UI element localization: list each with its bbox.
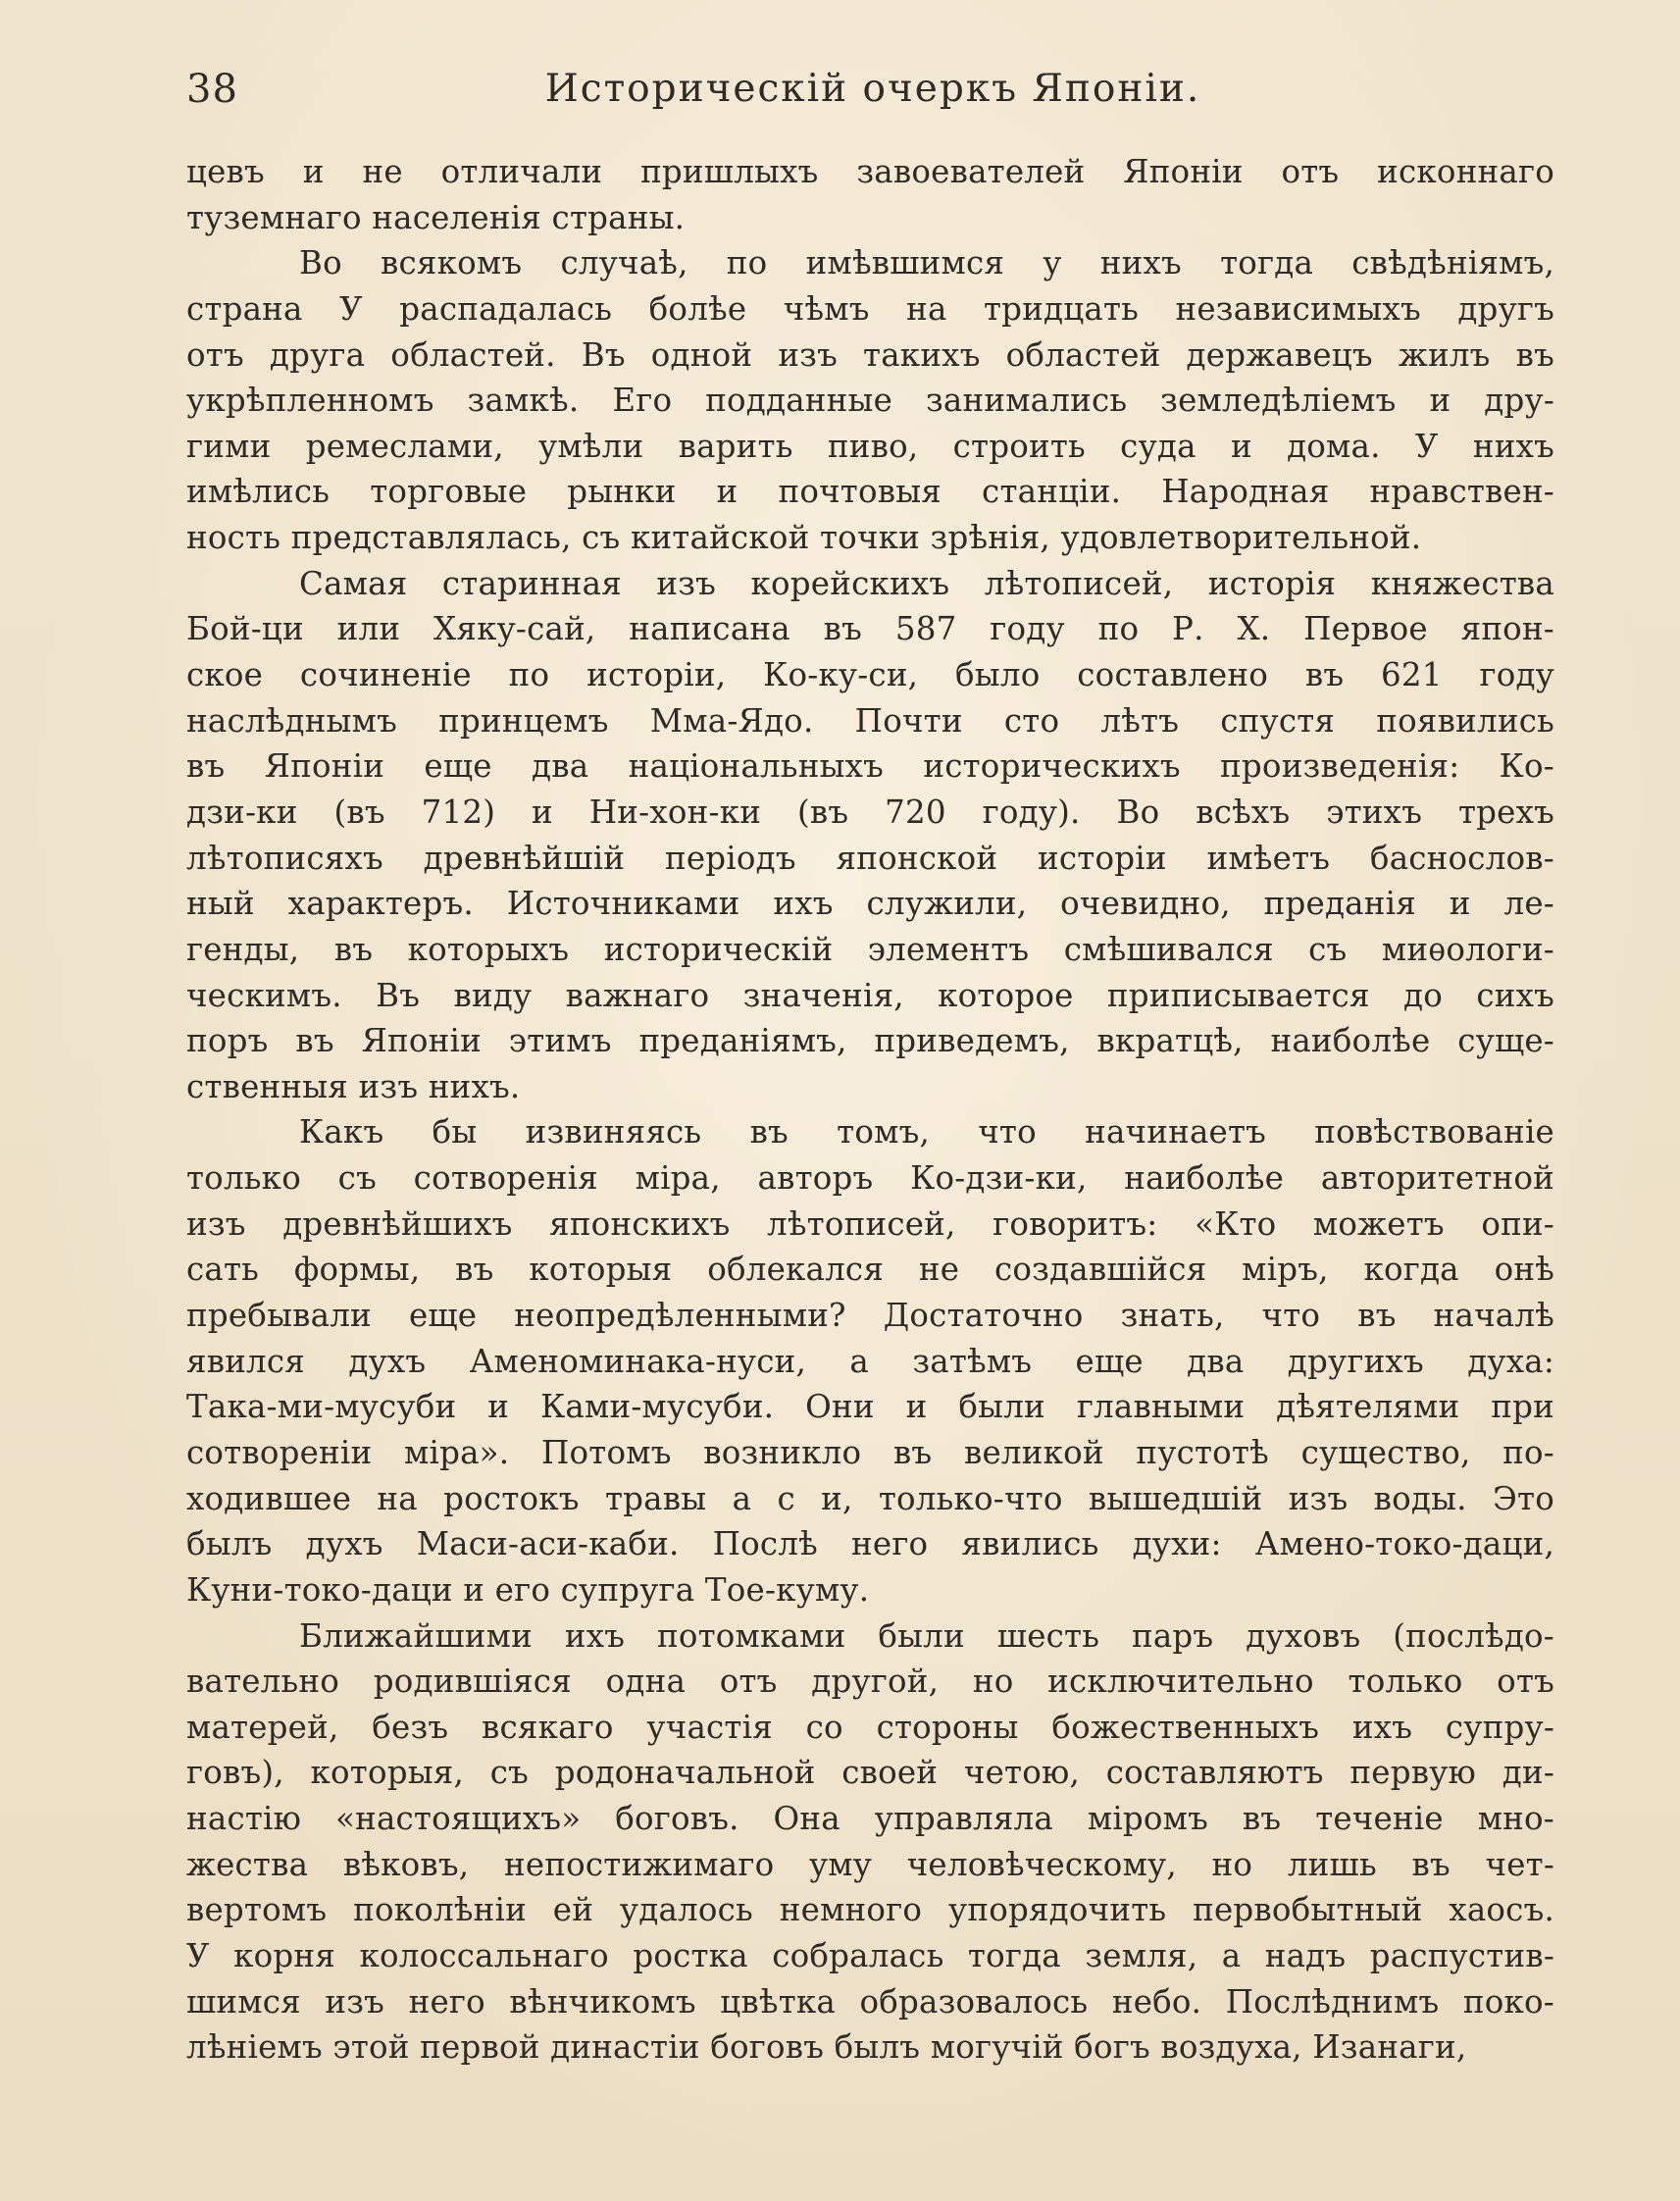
text-line bbox=[186, 286, 1554, 333]
text-line-content: явился духъ Аменоминака-нуси, а затѣмъ еще два другихъ духа: bbox=[186, 1342, 1554, 1380]
text-line-content: Бой-ци или Хяку-сай, написана въ 587 году по Р. Х. Первое япон- bbox=[186, 610, 1554, 648]
text-line-content: имѣлись торговые рынки и почтовыя станціи. Народная нравствен- bbox=[186, 473, 1554, 511]
text-line bbox=[186, 515, 1554, 561]
text-line-content: матерей, безъ всякаго участія со стороны божественныхъ ихъ супру- bbox=[186, 1708, 1554, 1746]
text-line bbox=[186, 1567, 1554, 1613]
paragraph bbox=[186, 1613, 1554, 2071]
paragraph bbox=[186, 561, 1554, 1110]
text-line bbox=[186, 1659, 1554, 1705]
text-line-content: вательно родившіяся одна отъ другой, но исключительно только отъ bbox=[186, 1663, 1554, 1701]
text-line bbox=[186, 1064, 1554, 1110]
page-number: 38 bbox=[186, 67, 238, 112]
text-line-content: только съ сотворенія міра, авторъ Ко-дзи-ки, наиболѣе авторитетной bbox=[186, 1159, 1554, 1198]
text-line-content: лѣтописяхъ древнѣйшій періодъ японской исторіи имѣетъ баснослов- bbox=[186, 839, 1554, 877]
text-line-content: Во всякомъ случаѣ, по имѣвшимся у нихъ тогда свѣдѣніямъ, bbox=[299, 244, 1554, 282]
text-line-content: У корня колоссальнаго ростка собралась тогда земля, а надъ распустив- bbox=[186, 1936, 1554, 1974]
text-line-content: туземнаго населенія страны. bbox=[186, 198, 686, 236]
text-line bbox=[186, 1247, 1554, 1293]
running-title: Историческій очеркъ Японіи. bbox=[544, 67, 1201, 111]
text-line bbox=[186, 743, 1554, 790]
text-line-content: изъ древнѣйшихъ японскихъ лѣтописей, говоритъ: «Кто можетъ опи- bbox=[186, 1204, 1554, 1243]
text-line bbox=[186, 1293, 1554, 1339]
text-line bbox=[186, 1018, 1554, 1064]
text-line bbox=[186, 1705, 1554, 1751]
text-line-content: гими ремеслами, умѣли варить пиво, строить суда и дома. У нихъ bbox=[186, 427, 1554, 465]
text-line-content: укрѣпленномъ замкѣ. Его подданные занимались земледѣліемъ и дру- bbox=[186, 382, 1554, 420]
text-line bbox=[186, 1796, 1554, 1842]
text-line-content: Какъ бы извиняясь въ томъ, что начинаетъ повѣствованіе bbox=[299, 1113, 1554, 1152]
text-line bbox=[186, 1476, 1554, 1522]
text-line bbox=[186, 1750, 1554, 1796]
text-line-content: отъ друга областей. Въ одной изъ такихъ областей державецъ жилъ въ bbox=[186, 335, 1554, 374]
text-line bbox=[186, 1430, 1554, 1476]
text-line bbox=[186, 606, 1554, 652]
text-line-content: сотвореніи міра». Потомъ возникло въ великой пустотѣ существо, по- bbox=[186, 1433, 1554, 1471]
text-line-content: наслѣднымъ принцемъ Мма-Ядо. Почти сто лѣтъ спустя появились bbox=[186, 701, 1554, 740]
text-line-content: Самая старинная изъ корейскихъ лѣтописей, исторія княжества bbox=[299, 564, 1554, 602]
text-line-content: жества вѣковъ, непостижимаго уму человѣческому, но лишь въ чет- bbox=[186, 1845, 1554, 1883]
text-line bbox=[186, 1109, 1554, 1155]
text-line-content: настію «настоящихъ» боговъ. Она управляла міромъ въ теченіе мно- bbox=[186, 1800, 1554, 1838]
text-line bbox=[186, 2024, 1554, 2071]
text-line bbox=[186, 1613, 1554, 1660]
text-line bbox=[186, 561, 1554, 607]
text-line-content: цевъ и не отличали пришлыхъ завоевателей Японіи отъ исконнаго bbox=[186, 153, 1554, 190]
text-line bbox=[186, 881, 1554, 927]
text-line bbox=[186, 1521, 1554, 1567]
text-line-content: Ближайшими ихъ потомками были шесть паръ духовъ (послѣдо- bbox=[299, 1616, 1554, 1655]
running-head bbox=[186, 67, 1559, 126]
text-line bbox=[186, 836, 1554, 882]
text-line bbox=[186, 424, 1554, 470]
text-line-content: лѣніемъ этой первой династіи боговъ былъ могучій богъ воздуха, Изанаги, bbox=[186, 2028, 1467, 2067]
text-line bbox=[186, 927, 1554, 973]
text-line-content: вертомъ поколѣніи ей удалось немного упорядочить первобытный хаосъ. bbox=[186, 1891, 1554, 1929]
text-line-content: говъ), которыя, съ родоначальной своей четою, составляютъ первую ди- bbox=[186, 1754, 1554, 1792]
text-line bbox=[186, 1339, 1554, 1385]
text-line-content: въ Японіи еще два національныхъ историческихъ произведенія: Ко- bbox=[186, 747, 1554, 786]
text-line bbox=[186, 240, 1554, 286]
text-line bbox=[186, 149, 1554, 195]
text-line-content: дзи-ки (въ 712) и Ни-хон-ки (въ 720 году). Во всѣхъ этихъ трехъ bbox=[186, 793, 1554, 831]
text-line bbox=[186, 1202, 1554, 1248]
text-line-content: генды, въ которыхъ историческій элементъ смѣшивался съ миѳологи- bbox=[186, 930, 1554, 968]
text-line bbox=[186, 652, 1554, 698]
text-line bbox=[186, 1887, 1554, 1933]
text-line bbox=[186, 973, 1554, 1019]
text-line bbox=[186, 698, 1554, 744]
text-line-content: Куни-токо-даци и его супруга Тое-куму. bbox=[186, 1570, 870, 1609]
body-text bbox=[186, 149, 1554, 2071]
text-line bbox=[186, 1842, 1554, 1888]
text-line-content: пребывали еще неопредѣленными? Достаточно знать, что въ началѣ bbox=[186, 1297, 1554, 1335]
text-line bbox=[186, 195, 1554, 241]
text-line-content: сать формы, въ которыя облекался не создавшійся міръ, когда онѣ bbox=[186, 1251, 1554, 1289]
text-line bbox=[186, 378, 1554, 424]
paragraph bbox=[186, 1109, 1554, 1612]
paragraph bbox=[186, 240, 1554, 560]
paragraph bbox=[186, 149, 1554, 240]
text-line-content: поръ въ Японіи этимъ преданіямъ, приведемъ, вкратцѣ, наиболѣе суще- bbox=[186, 1022, 1554, 1060]
text-line bbox=[186, 1384, 1554, 1430]
text-line-content: ственныя изъ нихъ. bbox=[186, 1067, 521, 1105]
text-line bbox=[186, 469, 1554, 515]
text-line-content: ходившее на ростокъ травы а с и, только-что вышедшій изъ воды. Это bbox=[186, 1479, 1554, 1517]
text-line bbox=[186, 790, 1554, 836]
text-line-content: ское сочиненіе по исторіи, Ко-ку-си, было составлено въ 621 году bbox=[186, 656, 1554, 694]
text-line-content: ность представлялась, съ китайской точки зрѣнія, удовлетворительной. bbox=[186, 519, 1422, 557]
text-line-content: шимся изъ него вѣнчикомъ цвѣтка образовалось небо. Послѣднимъ поко- bbox=[186, 1982, 1554, 2021]
text-line-content: Така-ми-мусуби и Ками-мусуби. Они и были главными дѣятелями при bbox=[186, 1388, 1554, 1426]
text-line bbox=[186, 1979, 1554, 2025]
text-line bbox=[186, 333, 1554, 379]
text-line bbox=[186, 1155, 1554, 1202]
text-line bbox=[186, 1933, 1554, 1979]
text-line-content: страна У распадалась болѣе чѣмъ на тридцать независимыхъ другъ bbox=[186, 289, 1554, 328]
text-line-content: ный характеръ. Источниками ихъ служили, очевидно, преданія и ле- bbox=[186, 885, 1554, 923]
text-line-content: былъ духъ Маси-аси-каби. Послѣ него явились духи: Амено-токо-даци, bbox=[186, 1525, 1554, 1563]
text-line-content: ческимъ. Въ виду важнаго значенія, которое приписывается до сихъ bbox=[186, 976, 1554, 1014]
